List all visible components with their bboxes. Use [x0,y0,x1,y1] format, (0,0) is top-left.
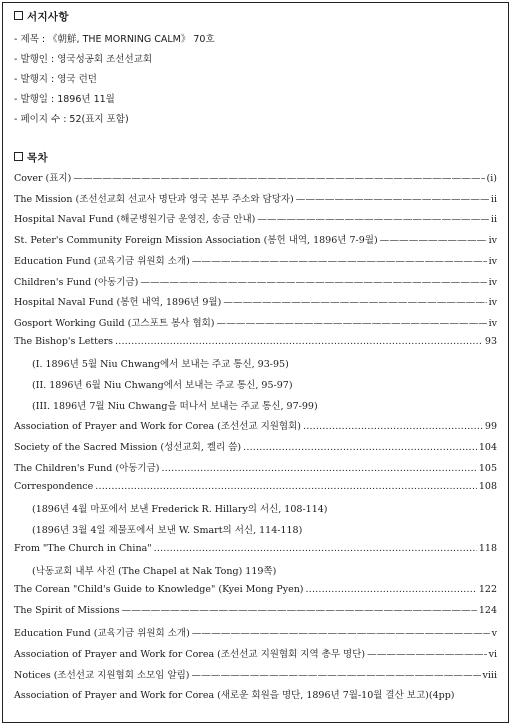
toc-entry-title: Gosport Working Guild (고스포트 봉사 협회) [14,317,215,329]
toc-entry [14,688,497,718]
toc-entry-title: (II. 1896년 6월 Niu Chwang에서 보내는 주교 통신, 95-97) [32,380,293,391]
toc-leader [243,442,477,453]
toc-page-number: 105 [478,462,497,474]
bibliography-heading: 서지사항 [14,9,69,24]
toc-entry [32,356,497,370]
toc-page-number: ii [490,193,497,205]
toc-leader [380,235,487,246]
toc-leader [223,297,486,308]
toc-leader [115,336,483,347]
toc-entry [14,439,497,453]
toc-entry-title: The Corean "Child's Guide to Knowledge" (Kyei Mong Pyen) [14,584,304,595]
toc-page-number: 99 [484,421,497,433]
meta-line: - 발행지 : 영국 런던 [14,74,97,85]
toc-entry [14,481,497,495]
toc-entry-title: Education Fund (교육기금 위원회 소개) [14,255,190,267]
toc-entry [14,170,497,184]
toc-page-number: viii [482,669,497,681]
toc-entry [14,211,497,225]
toc-entry [14,253,497,267]
toc-entry-title: Notices (조선선교 지원협회 소모임 알림) [14,669,190,681]
toc-entry-title: (1896년 4월 마포에서 보낸 Frederick R. Hillary의 서신, 108-114) [32,504,328,516]
toc-leader [367,649,486,660]
toc-leader [161,463,476,474]
toc-entry [14,646,497,660]
toc-leader [192,256,487,267]
toc-entry-title: St. Peter's Community Foreign Mission Association (봉헌 내역, 1896년 7-9월) [14,235,378,247]
toc-leader [306,584,477,595]
toc-entry-title: Hospital Naval Fund (봉헌 내역, 1896년 9월) [14,297,222,309]
toc-entry-title: Hospital Naval Fund (해군병원기금 운영진, 송금 안내) [14,214,256,226]
checkbox-icon [14,152,23,161]
toc-leader [192,670,481,681]
toc-page-number: v [491,628,497,640]
toc-page-number: 93 [484,335,497,347]
toc-page-number: vi [488,649,497,661]
toc-entry [14,667,497,681]
toc-entry-title: Correspondence [14,480,94,492]
meta-line: - 발행인 : 영국성공회 조선선교회 [14,54,153,65]
toc-page-number: 108 [478,480,497,492]
toc-entry [32,377,497,391]
toc-entry [32,522,497,536]
toc-entry-title: (낙동교회 내부 사진 (The Chapel at Nak Tong) 119쪽) [32,566,277,578]
toc-entry [14,315,497,329]
meta-line: - 제목 : 《朝鮮, THE MORNING CALM》 70호 [14,34,215,45]
toc-entry [14,274,497,288]
toc-entry [32,563,497,577]
toc-entry-title: (1896년 3월 4일 제물포에서 보낸 W. Smart의 서신, 114-118) [32,524,303,536]
toc-entry [14,584,497,598]
toc-entry-title: Society of the Sacred Mission (성선교회, 켈리 씀) [14,442,242,454]
toc-page-number: iv [488,276,497,288]
toc-entry-title: From "The Church in China" [14,542,152,554]
toc-page-number: iv [488,235,497,247]
toc-entry-title: The Mission (조선선교회 선교사 명단과 영국 본부 주소와 담당자) [14,193,294,205]
toc-page-number: 124 [478,604,497,616]
toc-leader [296,194,489,205]
toc-page-number: 122 [478,584,497,595]
toc-entry [32,501,497,515]
toc-leader [122,605,477,616]
toc-page-number: iv [488,317,497,329]
toc-leader [303,421,483,432]
toc-entry-title: Cover (표지) [14,173,72,184]
toc-entry [14,605,497,619]
toc-entry [32,398,497,412]
toc-entry-title: (III. 1896년 7월 Niu Chwang을 떠나서 보내는 주교 통신, 97-99) [32,400,318,412]
toc-entry-title: (I. 1896년 5월 Niu Chwang에서 보내는 주교 통신, 93-95) [32,359,289,371]
toc-page-number: ii [490,214,497,226]
meta-line: - 발행일 : 1896년 11월 [14,94,115,105]
toc-entry [14,191,497,205]
toc-entry [14,336,497,350]
toc-leader [192,628,490,639]
toc-page-number: 104 [478,442,497,454]
toc-entry [14,232,497,246]
toc-entry [14,625,497,639]
toc-page-number: (i) [486,173,497,184]
toc-entry-title: The Bishop's Letters [14,335,114,347]
toc-leader [257,214,489,225]
toc-page-number: iv [488,297,497,309]
toc-entry [14,294,497,308]
toc-entry-title: Children's Fund (아동기금) [14,276,139,288]
toc-heading: 목차 [14,150,48,165]
toc-entry-title: The Spirit of Missions [14,604,120,616]
toc-leader [95,481,477,492]
toc-page-number: iv [488,255,497,267]
checkbox-icon [14,11,23,20]
toc-leader [140,277,486,288]
toc-entry [14,543,497,557]
toc-leader [73,173,484,184]
toc-page-number: 118 [478,542,497,554]
toc-entry-title: Association of Prayer and Work for Corea (조선선교 지원협회) [14,421,301,433]
toc-entry-title: Association of Prayer and Work for Corea (새로운 회원을 명단, 1896년 7월-10월 결산 보고)(4pp) [14,689,455,701]
toc-entry-title: Education Fund (교육기금 위원회 소개) [14,628,190,640]
toc-entry-title: Association of Prayer and Work for Corea (조선선교 지원협회 지역 총무 명단) [14,649,366,661]
toc-entry-title: The Children's Fund (아동기금) [14,462,160,474]
toc-entry [14,460,497,474]
toc-leader [154,543,477,554]
meta-line: - 페이지 수 : 52(표지 포함) [14,114,129,125]
toc-leader [217,318,487,329]
toc-entry [14,418,497,432]
